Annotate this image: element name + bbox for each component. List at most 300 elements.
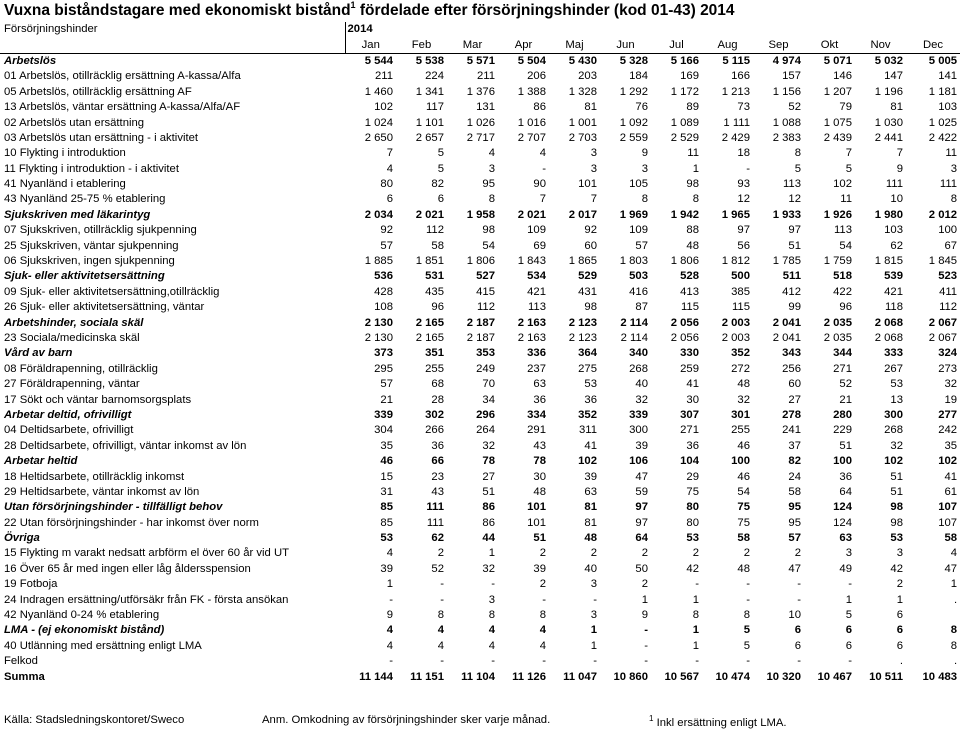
row-value: 82 xyxy=(788,455,801,468)
table-row xyxy=(0,639,960,654)
row-value: 255 xyxy=(425,362,444,375)
row-value: 96 xyxy=(431,301,444,314)
row-value: 68 xyxy=(431,378,444,391)
row-value: 87 xyxy=(635,301,648,314)
row-value: 57 xyxy=(380,239,393,252)
row-value: 206 xyxy=(527,70,546,83)
row-value: 81 xyxy=(584,501,597,514)
row-value: 7 xyxy=(539,193,546,206)
row-value: 311 xyxy=(578,424,597,437)
row-value: 302 xyxy=(425,408,444,421)
row-value: 28 xyxy=(431,393,444,406)
row-value: 3 xyxy=(590,147,597,160)
row-label: 01 Arbetslös, otillräcklig ersättning A-kassa/Alfa xyxy=(4,70,241,83)
row-label: Felkod xyxy=(4,655,38,668)
row-value: 92 xyxy=(380,224,393,237)
row-value: - xyxy=(542,593,546,606)
row-value: - xyxy=(746,578,750,591)
row-value: 511 xyxy=(782,270,801,283)
row-value: 2 187 xyxy=(466,316,495,329)
row-value: 300 xyxy=(629,424,648,437)
row-value: 10 xyxy=(890,193,903,206)
row-value: 255 xyxy=(731,424,750,437)
row-value: 98 xyxy=(686,178,699,191)
row-value: 32 xyxy=(482,439,495,452)
row-value: 2 165 xyxy=(415,316,444,329)
row-value: 21 xyxy=(839,393,852,406)
row-value: 24 xyxy=(788,470,801,483)
row-value: 89 xyxy=(686,101,699,114)
row-value: 47 xyxy=(944,562,958,575)
row-value: 6 xyxy=(896,624,903,637)
row-value: 98 xyxy=(890,501,903,514)
table-row xyxy=(0,285,960,300)
row-value: 88 xyxy=(686,224,699,237)
row-value: 2 017 xyxy=(568,208,597,221)
row-value: 339 xyxy=(629,408,648,421)
row-value: 1 111 xyxy=(723,116,750,129)
table-row xyxy=(0,485,960,500)
row-value: 2 041 xyxy=(772,316,801,329)
row-value: 59 xyxy=(635,485,648,498)
row-value: 23 xyxy=(431,470,444,483)
row-value: 42 xyxy=(890,562,903,575)
row-value: 11 047 xyxy=(563,670,597,683)
row-value: 1 172 xyxy=(670,85,699,98)
row-value: 353 xyxy=(476,347,495,360)
row-label: 15 Flykting m varakt nedsatt arbförm el över 60 år vid UT xyxy=(4,547,290,560)
row-value: 53 xyxy=(380,532,393,545)
row-value: 2 067 xyxy=(928,332,958,344)
row-value: 4 xyxy=(950,547,958,560)
row-value: 3 xyxy=(950,162,958,175)
row-value: 10 567 xyxy=(664,670,699,683)
row-value: 8 xyxy=(641,193,648,206)
row-value: 1 803 xyxy=(619,255,648,268)
row-value: 2 xyxy=(743,547,750,560)
row-value: 259 xyxy=(680,362,699,375)
row-label: Arbetshinder, sociala skäl xyxy=(4,316,144,329)
row-value: 35 xyxy=(944,439,958,452)
header-label: Försörjningshinder xyxy=(4,23,98,36)
row-value: 58 xyxy=(944,532,958,545)
row-value: 35 xyxy=(380,439,393,452)
row-value: 62 xyxy=(431,532,444,545)
title-footnote-mark: 1 xyxy=(350,0,356,10)
row-value: 30 xyxy=(533,470,546,483)
row-value: 2 xyxy=(641,547,648,560)
row-value: 1 025 xyxy=(928,116,958,129)
row-value: 32 xyxy=(944,378,958,391)
row-value: 8 xyxy=(488,193,495,206)
table-row xyxy=(0,223,960,238)
row-value: 112 xyxy=(476,301,495,314)
row-value: 5 544 xyxy=(364,54,393,67)
row-value: 503 xyxy=(629,270,648,283)
row-value: 11 xyxy=(945,147,958,160)
row-value: 1 156 xyxy=(772,85,801,98)
title-text: Vuxna biståndstagare med ekonomiskt bistånd xyxy=(4,2,351,20)
row-value: 36 xyxy=(839,470,852,483)
row-value: 1 460 xyxy=(364,85,393,98)
row-value: 64 xyxy=(839,485,852,498)
row-value: - xyxy=(746,593,750,606)
row-value: 340 xyxy=(629,347,648,360)
row-value: 272 xyxy=(731,362,750,375)
row-value: 29 xyxy=(686,470,699,483)
row-value: 112 xyxy=(425,224,444,237)
row-value: 421 xyxy=(884,285,903,298)
row-value: 3 xyxy=(488,593,495,606)
row-value: 435 xyxy=(425,285,444,298)
row-value: 169 xyxy=(680,70,699,83)
row-value: 75 xyxy=(737,501,750,514)
row-value: 5 xyxy=(743,639,750,652)
row-value: 1 328 xyxy=(568,85,597,98)
row-value: 18 xyxy=(737,147,750,160)
row-value: 86 xyxy=(482,516,495,529)
row-value: 104 xyxy=(680,455,699,468)
row-value: 1 851 xyxy=(415,255,444,268)
table-row xyxy=(0,377,960,392)
row-value: 3 xyxy=(488,162,495,175)
row-label: Sjukskriven med läkarintyg xyxy=(4,208,151,221)
row-value: 3 xyxy=(845,547,852,560)
row-value: 39 xyxy=(380,562,393,575)
table-row xyxy=(0,238,960,253)
row-value: 96 xyxy=(839,301,852,314)
row-value: 48 xyxy=(533,485,546,498)
row-value: - xyxy=(644,639,648,652)
row-label: 42 Nyanländ 0-24 % etablering xyxy=(4,609,160,622)
row-value: 53 xyxy=(584,378,597,391)
row-value: 92 xyxy=(584,224,597,237)
row-value: 11 xyxy=(840,193,852,206)
row-value: 411 xyxy=(939,285,958,298)
row-value: 344 xyxy=(833,347,852,360)
row-value: 339 xyxy=(374,408,393,421)
row-value: 431 xyxy=(578,285,597,298)
row-value: 3 xyxy=(590,578,597,591)
row-label: 06 Sjukskriven, ingen sjukpenning xyxy=(4,255,175,268)
row-value: 95 xyxy=(788,516,801,529)
footer-footnote-mark: 1 xyxy=(649,714,654,723)
row-label: 22 Utan försörjningshinder - har inkomst över norm xyxy=(4,516,259,529)
row-value: 2 xyxy=(539,547,546,560)
row-value: 10 860 xyxy=(613,670,648,683)
row-value: 99 xyxy=(788,301,801,314)
row-value: 75 xyxy=(737,516,750,529)
row-value: 146 xyxy=(833,70,852,83)
row-value: - xyxy=(440,578,444,591)
row-value: 2 703 xyxy=(568,131,597,144)
row-value: 107 xyxy=(938,501,958,514)
row-value: 6 xyxy=(845,624,852,637)
row-value: . xyxy=(953,593,958,606)
row-value: 1 001 xyxy=(568,116,597,129)
row-value: 147 xyxy=(884,70,903,83)
table-row xyxy=(0,439,960,454)
row-value: 52 xyxy=(431,562,444,575)
row-value: 2 068 xyxy=(874,316,903,329)
row-value: 5 538 xyxy=(415,54,444,67)
row-value: 75 xyxy=(686,485,699,498)
row-value: 11 144 xyxy=(359,670,393,683)
row-value: 81 xyxy=(584,516,597,529)
row-value: - xyxy=(797,655,801,668)
row-label: 05 Arbetslös, otillräcklig ersättning AF xyxy=(4,85,192,98)
row-value: 50 xyxy=(635,562,648,575)
row-value: 2 035 xyxy=(823,316,852,329)
row-value: 12 xyxy=(788,193,801,206)
row-value: 8 xyxy=(488,609,495,622)
row-value: - xyxy=(593,593,597,606)
row-value: 518 xyxy=(833,270,852,283)
row-value: 5 xyxy=(845,162,852,175)
row-value: 412 xyxy=(782,285,801,298)
row-value: 7 xyxy=(386,147,393,160)
row-value: 56 xyxy=(737,239,750,252)
row-value: 113 xyxy=(782,178,801,191)
footer-footnote xyxy=(649,714,787,729)
row-label: Utan försörjningshinder - tillfälligt behov xyxy=(4,501,223,514)
row-value: 80 xyxy=(686,501,699,514)
row-value: 6 xyxy=(386,193,393,206)
row-value: 52 xyxy=(839,378,852,391)
row-value: 118 xyxy=(884,301,903,314)
row-value: 203 xyxy=(578,70,597,83)
table-row xyxy=(0,177,960,192)
row-value: 2 xyxy=(641,578,648,591)
row-value: 1 xyxy=(950,578,958,591)
row-value: 4 xyxy=(488,147,495,160)
row-value: 5 xyxy=(437,162,444,175)
row-value: 95 xyxy=(788,501,801,514)
row-value: 500 xyxy=(731,270,750,283)
row-value: . xyxy=(899,655,903,668)
row-value: 2 068 xyxy=(874,332,903,344)
row-value: 36 xyxy=(431,439,444,452)
row-value: 352 xyxy=(578,408,597,421)
header-month: Aug xyxy=(702,37,753,53)
row-value: 10 467 xyxy=(817,670,852,683)
row-value: 2 021 xyxy=(517,208,546,221)
header-blank xyxy=(0,37,345,53)
row-value: 1 092 xyxy=(619,116,648,129)
row-label: Övriga xyxy=(4,532,40,545)
row-value: 1 088 xyxy=(772,116,801,129)
row-value: 2 130 xyxy=(364,316,393,329)
row-value: 2 056 xyxy=(670,316,699,329)
row-value: 301 xyxy=(731,408,750,421)
row-value: 78 xyxy=(482,455,495,468)
row-value: - xyxy=(848,578,852,591)
row-value: 4 xyxy=(539,147,546,160)
row-value: 1 207 xyxy=(823,85,852,98)
row-value: 32 xyxy=(737,393,750,406)
table-row xyxy=(0,392,960,407)
row-value: 6 xyxy=(794,639,801,652)
row-value: 102 xyxy=(374,101,393,114)
row-value: 53 xyxy=(890,378,903,391)
row-value: 8 xyxy=(950,639,958,652)
row-value: 352 xyxy=(731,347,750,360)
row-value: 39 xyxy=(584,470,597,483)
row-value: 1 942 xyxy=(670,208,699,221)
row-value: 4 xyxy=(386,624,393,637)
row-value: 8 xyxy=(692,193,699,206)
row-value: 1 980 xyxy=(874,208,903,221)
row-value: 5 xyxy=(437,147,444,160)
row-value: 100 xyxy=(731,455,750,468)
row-value: 54 xyxy=(737,485,750,498)
row-label: 09 Sjuk- eller aktivitetsersättning,otillräcklig xyxy=(4,285,220,298)
row-value: 93 xyxy=(737,178,750,191)
row-value: 4 xyxy=(386,547,393,560)
row-value: 421 xyxy=(527,285,546,298)
table-row xyxy=(0,592,960,607)
row-value: 2 067 xyxy=(928,316,958,329)
table-row xyxy=(0,423,960,438)
row-value: 5 328 xyxy=(619,54,648,67)
row-value: 27 xyxy=(482,470,495,483)
row-value: 97 xyxy=(635,516,648,529)
row-label: Arbetslös xyxy=(4,54,57,67)
header-month: Okt xyxy=(804,37,855,53)
row-value: 10 483 xyxy=(922,670,958,683)
group-row xyxy=(0,454,960,469)
row-value: 37 xyxy=(788,439,801,452)
row-value: 5 166 xyxy=(670,54,699,67)
row-value: 111 xyxy=(426,501,444,514)
row-value: 296 xyxy=(476,408,495,421)
row-value: 1 xyxy=(641,593,648,606)
row-value: 105 xyxy=(629,178,648,191)
row-value: 1 196 xyxy=(874,85,903,98)
row-value: - xyxy=(542,655,546,668)
row-value: 336 xyxy=(527,347,546,360)
row-value: 273 xyxy=(938,362,958,375)
row-value: 307 xyxy=(680,408,699,421)
group-row xyxy=(0,315,960,330)
row-value: 101 xyxy=(578,178,597,191)
row-value: 60 xyxy=(788,378,801,391)
row-value: 8 xyxy=(794,147,801,160)
row-value: 44 xyxy=(482,532,495,545)
row-value: 46 xyxy=(380,455,393,468)
row-value: 2 123 xyxy=(568,316,597,329)
table-row xyxy=(0,69,960,84)
row-label: Summa xyxy=(4,670,45,683)
row-value: 107 xyxy=(938,516,958,529)
row-value: 2 650 xyxy=(364,131,393,144)
row-value: 31 xyxy=(380,485,393,498)
row-value: - xyxy=(746,162,750,175)
row-value: 5 071 xyxy=(823,54,852,67)
row-value: 85 xyxy=(380,501,393,514)
row-value: 385 xyxy=(731,285,750,298)
row-value: 531 xyxy=(425,270,444,283)
row-value: 242 xyxy=(938,424,958,437)
row-value: 277 xyxy=(938,408,958,421)
row-value: 63 xyxy=(584,485,597,498)
row-value: 2 003 xyxy=(721,316,750,329)
row-value: 81 xyxy=(890,101,903,114)
row-value: 62 xyxy=(890,239,903,252)
row-label: 24 Indragen ersättning/utförsäkr från FK - första ansökan xyxy=(4,593,289,606)
row-value: 76 xyxy=(635,101,648,114)
row-value: 81 xyxy=(584,101,597,114)
row-value: 103 xyxy=(938,101,958,114)
total-row xyxy=(0,669,960,684)
row-value: 51 xyxy=(533,532,546,545)
row-value: 51 xyxy=(890,485,903,498)
row-value: 101 xyxy=(527,516,546,529)
row-label: 28 Deltidsarbete, ofrivilligt, väntar inkomst av lön xyxy=(4,439,247,452)
row-label: 26 Sjuk- eller aktivitetsersättning, väntar xyxy=(4,301,205,314)
row-value: 1 026 xyxy=(466,116,495,129)
row-value: 2 xyxy=(590,547,597,560)
row-value: 1 xyxy=(692,639,699,652)
row-value: 324 xyxy=(938,347,958,360)
table-row xyxy=(0,469,960,484)
row-label: LMA - (ej ekonomiskt bistånd) xyxy=(4,624,165,637)
row-value: 32 xyxy=(635,393,648,406)
row-value: 1 376 xyxy=(466,85,495,98)
row-value: 278 xyxy=(782,408,801,421)
footer-footnote-text: Inkl ersättning enligt LMA. xyxy=(653,716,787,729)
row-value: 42 xyxy=(686,562,699,575)
row-value: 2 123 xyxy=(568,332,597,344)
row-value: 2 012 xyxy=(928,208,958,221)
row-label: 23 Sociala/medicinska skäl xyxy=(4,332,140,344)
row-value: 2 xyxy=(896,578,903,591)
row-value: 1 101 xyxy=(415,116,444,129)
row-value: 351 xyxy=(425,347,444,360)
title-suffix: fördelade efter försörjningshinder (kod 01-43) 2014 xyxy=(355,2,735,20)
row-value: 40 xyxy=(635,378,648,391)
row-value: 237 xyxy=(527,362,546,375)
row-value: 271 xyxy=(680,424,699,437)
row-label: 03 Arbetslös utan ersättning - i aktivitet xyxy=(4,131,199,144)
row-value: 8 xyxy=(743,609,750,622)
row-value: 69 xyxy=(533,239,546,252)
row-value: 113 xyxy=(527,301,546,314)
row-value: 100 xyxy=(833,455,852,468)
row-value: 1 806 xyxy=(466,255,495,268)
row-value: 2 xyxy=(437,547,444,560)
row-value: 57 xyxy=(788,532,801,545)
row-value: 43 xyxy=(533,439,546,452)
row-value: 2 187 xyxy=(466,332,495,344)
row-value: 1 341 xyxy=(415,85,444,98)
row-value: 124 xyxy=(833,516,852,529)
row-value: 2 021 xyxy=(415,208,444,221)
row-value: 1 933 xyxy=(772,208,801,221)
row-value: 4 xyxy=(488,624,495,637)
row-value: 5 xyxy=(794,162,801,175)
row-value: 51 xyxy=(890,470,903,483)
row-value: 36 xyxy=(533,393,546,406)
row-value: 6 xyxy=(437,193,444,206)
row-value: 1 075 xyxy=(823,116,852,129)
row-value: 73 xyxy=(737,101,750,114)
row-value: 4 xyxy=(539,624,546,637)
row-value: 97 xyxy=(788,224,801,237)
row-value: 241 xyxy=(782,424,801,437)
row-value: 416 xyxy=(629,285,648,298)
row-value: - xyxy=(491,578,495,591)
